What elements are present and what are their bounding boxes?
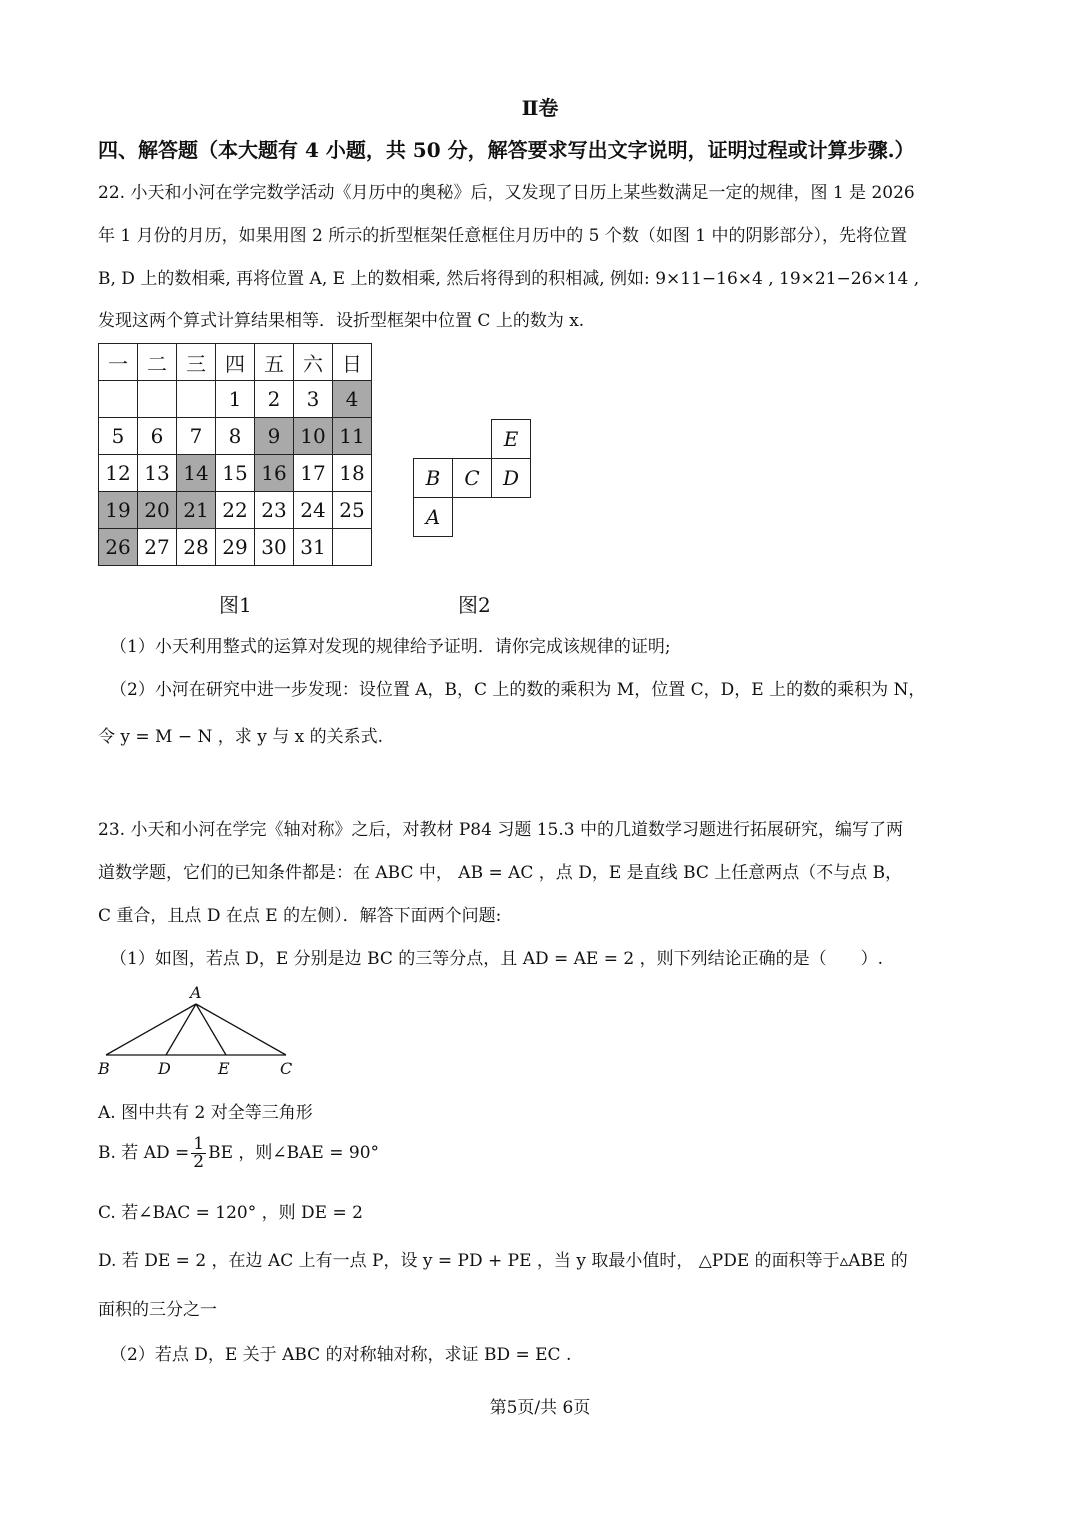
label-d: D xyxy=(158,1059,171,1078)
calendar-week-row xyxy=(99,455,372,492)
segment-ac xyxy=(196,1004,286,1055)
fraction-numerator: 1 xyxy=(193,1134,205,1154)
frame-cell-d: D xyxy=(492,459,531,498)
calendar-day-cell: 31 xyxy=(294,529,333,566)
calendar-weekday: 一 xyxy=(99,344,138,381)
calendar-day-cell: 29 xyxy=(216,529,255,566)
calendar-day-cell: 12 xyxy=(99,455,138,492)
calendar-day-cell: 28 xyxy=(177,529,216,566)
calendar-day-cell: 13 xyxy=(138,455,177,492)
calendar-day-cell: 8 xyxy=(216,418,255,455)
calendar-day-cell: 23 xyxy=(255,492,294,529)
option-d-line1: D. 若 DE = 2 ，在边 AC 上有一点 P，设 y = PD + PE ，当 y 取最小值时， △PDE 的面积等于▵ABE 的 xyxy=(98,1251,908,1271)
q23-line1: 23. 小天和小河在学完《轴对称》之后，对教材 P84 习题 15.3 中的几道数学习题进行拓展研究，编写了两 xyxy=(98,820,903,840)
q23-part1: （1）如图，若点 D，E 分别是边 BC 的三等分点，且 AD = AE = 2 ，则下列结论正确的是（ ）. xyxy=(110,949,884,969)
calendar-day-cell: 26 xyxy=(99,529,138,566)
calendar-weekday: 日 xyxy=(333,344,372,381)
page-footer: 第5页/共 6页 xyxy=(489,1398,591,1418)
volume-title: Ⅱ卷 xyxy=(521,96,559,120)
calendar-day-cell: 2 xyxy=(255,381,294,418)
calendar-day-cell: 10 xyxy=(294,418,333,455)
calendar-day-cell: 24 xyxy=(294,492,333,529)
option-d-line2: 面积的三分之一 xyxy=(98,1300,217,1320)
label-b: B xyxy=(98,1059,110,1078)
label-e: E xyxy=(218,1059,230,1078)
calendar-header-row xyxy=(99,344,372,381)
frame-cell-e: E xyxy=(492,420,531,459)
calendar-day-cell xyxy=(99,381,138,418)
calendar-day-cell: 27 xyxy=(138,529,177,566)
label-c: C xyxy=(280,1059,293,1078)
triangle-diagram xyxy=(90,980,310,1080)
calendar-day-cell: 17 xyxy=(294,455,333,492)
fraction-half xyxy=(191,1136,206,1171)
calendar-weekday: 五 xyxy=(255,344,294,381)
calendar-day-cell: 14 xyxy=(177,455,216,492)
calendar-day-cell xyxy=(138,381,177,418)
calendar-day-cell: 22 xyxy=(216,492,255,529)
calendar-weekday: 四 xyxy=(216,344,255,381)
calendar-week-row xyxy=(99,381,372,418)
calendar-weekday: 二 xyxy=(138,344,177,381)
option-a: A. 图中共有 2 对全等三角形 xyxy=(98,1103,313,1123)
calendar-week-row xyxy=(99,529,372,566)
label-a: A xyxy=(190,983,202,1002)
option-b-post: BE ，则∠BAE = 90° xyxy=(208,1143,380,1163)
q22-line4: 发现这两个算式计算结果相等．设折型框架中位置 C 上的数为 x. xyxy=(98,311,585,331)
calendar-day-cell: 1 xyxy=(216,381,255,418)
segment-ab xyxy=(106,1004,196,1055)
calendar-day-cell: 3 xyxy=(294,381,333,418)
fraction-denominator: 2 xyxy=(193,1152,205,1172)
q22-part2-line2: 令 y = M − N ，求 y 与 x 的关系式. xyxy=(98,727,384,747)
q22-part1: （1）小天利用整式的运算对发现的规律给予证明．请你完成该规律的证明; xyxy=(110,637,671,657)
calendar-day-cell: 15 xyxy=(216,455,255,492)
calendar-day-cell: 21 xyxy=(177,492,216,529)
calendar-day-cell: 4 xyxy=(333,381,372,418)
fig2-caption: 图2 xyxy=(458,593,491,617)
calendar-day-cell: 11 xyxy=(333,418,372,455)
calendar-day-cell: 19 xyxy=(99,492,138,529)
calendar-day-cell: 6 xyxy=(138,418,177,455)
q22-part2-line1: （2）小河在研究中进一步发现：设位置 A，B，C 上的数的乘积为 M，位置 C，D，E 上的数的乘积为 N， xyxy=(110,680,926,700)
calendar-table xyxy=(98,343,372,566)
q23-line3: C 重合，且点 D 在点 E 的左侧）．解答下面两个问题: xyxy=(98,906,502,926)
frame-figure xyxy=(413,419,531,537)
calendar-day-cell: 30 xyxy=(255,529,294,566)
frame-cell-b: B xyxy=(414,459,453,498)
q22-line2: 年 1 月份的月历，如果用图 2 所示的折型框架任意框住月历中的 5 个数（如图 1 中的阴影部分），先将位置 xyxy=(98,226,907,246)
calendar-week-row xyxy=(99,492,372,529)
q22-line1: 22. 小天和小河在学完数学活动《月历中的奥秘》后，又发现了日历上某些数满足一定的规律，图 1 是 2026 xyxy=(98,183,915,203)
option-b xyxy=(98,1136,379,1171)
q22-line3: B, D 上的数相乘, 再将位置 A, E 上的数相乘, 然后将得到的积相减, 例如: 9×11−16×4 , 19×21−26×14 , xyxy=(98,269,920,289)
calendar-day-cell: 18 xyxy=(333,455,372,492)
calendar-day-cell: 16 xyxy=(255,455,294,492)
section-heading: 四、解答题（本大题有 4 小题，共 50 分，解答要求写出文字说明，证明过程或计算步骤.） xyxy=(98,138,915,162)
calendar-week-row xyxy=(99,418,372,455)
segment-ad xyxy=(166,1004,196,1055)
calendar-day-cell xyxy=(333,529,372,566)
frame-cell-a: A xyxy=(414,498,453,537)
q23-part2: （2）若点 D，E 关于 ABC 的对称轴对称，求证 BD = EC . xyxy=(110,1345,572,1365)
calendar-day-cell xyxy=(177,381,216,418)
option-c: C. 若∠BAC = 120° ，则 DE = 2 xyxy=(98,1203,363,1223)
frame-cell-c: C xyxy=(453,459,492,498)
calendar-day-cell: 9 xyxy=(255,418,294,455)
calendar-day-cell: 25 xyxy=(333,492,372,529)
option-b-pre: B. 若 AD = xyxy=(98,1143,190,1163)
calendar-day-cell: 5 xyxy=(99,418,138,455)
q23-line2: 道数学题，它们的已知条件都是：在 ABC 中， AB = AC ，点 D，E 是直线 BC 上任意两点（不与点 B， xyxy=(98,863,903,883)
fig1-caption: 图1 xyxy=(219,593,252,617)
calendar-day-cell: 20 xyxy=(138,492,177,529)
calendar-weekday: 三 xyxy=(177,344,216,381)
segment-ae xyxy=(196,1004,226,1055)
calendar-weekday: 六 xyxy=(294,344,333,381)
calendar-day-cell: 7 xyxy=(177,418,216,455)
